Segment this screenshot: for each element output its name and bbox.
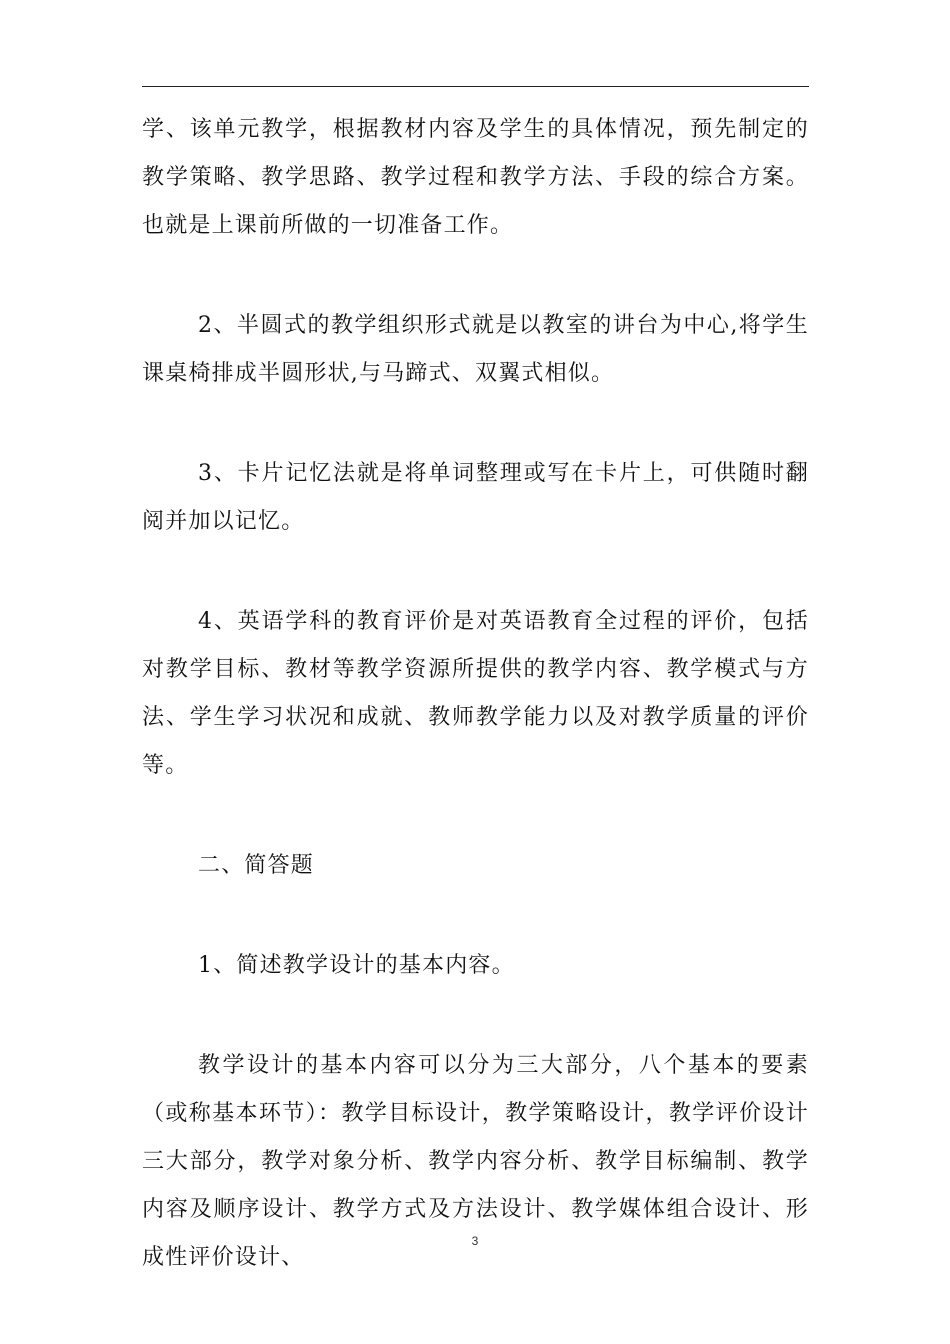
paragraph-gap [142, 250, 809, 302]
question-1: 1、简述教学设计的基本内容。 [198, 953, 515, 978]
paragraph-item-3: 3、卡片记忆法就是将单词整理或写在卡片上，可供随时翻阅并加以记忆。 [142, 461, 809, 534]
answer-1: 教学设计的基本内容可以分为三大部分，八个基本的要素（或称基本环节）：教学目标设计，教学策略设计，教学评价设计三大部分，教学对象分析、教学内容分析、教学目标编制、教学内容及顺序设计、教学方式及方法设计、教学媒体组合设计、形成性评价设计、 [142, 1053, 809, 1270]
document-body [142, 106, 809, 1282]
paragraph-gap [142, 790, 809, 842]
paragraph-item-2: 2、半圆式的教学组织形式就是以教室的讲台为中心,将学生课桌椅排成半圆形状,与马蹄式、双翼式相似。 [142, 313, 809, 386]
section-heading: 二、简答题 [198, 853, 315, 878]
paragraph-gap [142, 546, 809, 598]
page-number: 3 [471, 1234, 479, 1248]
paragraph-gap [142, 890, 809, 942]
paragraph-gap [142, 398, 809, 450]
paragraph-gap [142, 990, 809, 1042]
paragraph-continuation: 学、该单元教学，根据教材内容及学生的具体情况，预先制定的教学策略、教学思路、教学过程和教学方法、手段的综合方案。也就是上课前所做的一切准备工作。 [142, 117, 809, 238]
header-rule [142, 86, 809, 87]
paragraph-item-4: 4、英语学科的教育评价是对英语教育全过程的评价，包括对教学目标、教材等教学资源所提供的教学内容、教学模式与方法、学生学习状况和成就、教师教学能力以及对教学质量的评价等。 [142, 609, 809, 778]
